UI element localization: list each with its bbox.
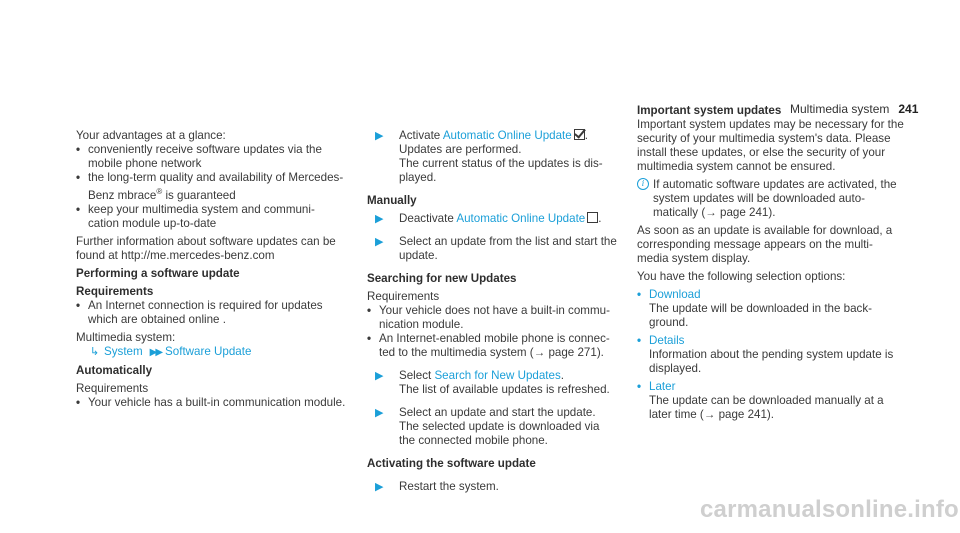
bullet-icon: •: [637, 380, 642, 393]
list-item: • the long-term quality and availability of Mercedes-Benz mbrace® is guaranteed: [76, 171, 346, 203]
column-middle: [367, 129, 617, 503]
requirements-list: [367, 304, 617, 360]
bullet-icon: [76, 203, 84, 217]
important-updates-heading: Important system updates: [637, 104, 782, 117]
bullet-icon: •: [637, 288, 642, 301]
further-info: Further information about software updates can be found at http://me.mercedes-benz.com: [76, 234, 336, 262]
download-option-link[interactable]: Download: [649, 288, 701, 301]
list-item: • conveniently receive software updates via the mobile phone network: [76, 143, 346, 171]
page-section-title: Multimedia system: [790, 102, 890, 116]
info-icon: i: [637, 178, 649, 190]
step-arrow-icon: ▶: [375, 236, 384, 248]
options-intro: You have the following selection options:: [637, 270, 846, 283]
section-heading: Performing a software update: [76, 266, 240, 280]
requirements-label: Requirements: [76, 381, 149, 395]
step-arrow-icon: ▶: [375, 130, 384, 142]
menu-path: [76, 345, 346, 360]
option-later: • Later The update can be downloaded manually at a later time (→ page 241).: [637, 380, 907, 422]
step-deactivate: ▶ Deactivate Automatic Online Update .: [375, 212, 602, 225]
option-download: • Download The update will be downloaded in the back- ground.: [637, 288, 907, 330]
double-chevron-icon: ▶▶: [149, 346, 162, 358]
checkbox-unchecked-icon: [587, 212, 598, 223]
checkbox-checked-icon: [574, 129, 585, 140]
requirements-list: [76, 299, 346, 327]
automatic-online-update-link[interactable]: Automatic Online Update: [442, 129, 572, 142]
requirements-heading: Requirements: [76, 284, 154, 298]
watermark: carmanualsonline.info: [700, 496, 959, 523]
automatically-heading: Automatically: [76, 363, 153, 377]
list-item: • keep your multimedia system and communi- cation module up-to-date: [76, 203, 346, 231]
step-arrow-icon: ▶: [375, 407, 384, 419]
step-arrow-icon: ▶: [375, 370, 384, 382]
search-for-new-updates-link[interactable]: Search for New Updates: [434, 369, 561, 382]
step-restart: ▶ Restart the system.: [375, 480, 499, 493]
bullet-icon: [367, 332, 375, 346]
bullet-icon: [76, 171, 84, 185]
info-note: i If automatic software updates are activated, the system updates will be downloaded auto- matically (→ page 241).: [637, 178, 907, 220]
registered-mark: ®: [156, 187, 163, 196]
activating-heading: Activating the software update: [367, 457, 536, 470]
bullet-icon: [367, 304, 375, 318]
later-option-link[interactable]: Later: [649, 380, 676, 393]
auto-requirements-list: [76, 396, 346, 410]
bullet-icon: [76, 143, 84, 157]
menu-link-software-update[interactable]: Software Update: [165, 344, 252, 358]
important-updates-text: Important system updates may be necessary for the security of your multimedia system's data. Please install these updates, or else the security of your multimedia system cannot be ensured.: [637, 118, 904, 173]
page-number: 241: [898, 102, 919, 116]
bullet-icon: [76, 299, 84, 313]
option-details: • Details Information about the pending system update is displayed.: [637, 334, 907, 376]
details-option-link[interactable]: Details: [649, 334, 685, 347]
advantages-intro: Your advantages at a glance:: [76, 129, 226, 142]
menu-path-hook-icon: ↳: [90, 345, 100, 358]
requirements-label: Requirements: [367, 290, 440, 303]
column-left: [76, 129, 346, 414]
step-arrow-icon: ▶: [375, 481, 384, 493]
step-start-update: ▶ Select an update and start the update. The selected update is downloaded via the connected mobile phone.: [375, 406, 600, 447]
column-right: [637, 102, 907, 422]
step-activate: ▶ Activate Automatic Online Update . Updates are performed. The current status of the updates is dis- played.: [375, 129, 603, 184]
availability-text: As soon as an update is available for download, a corresponding message appears on the multi- media system display.: [637, 224, 893, 265]
step-arrow-icon: ▶: [375, 213, 384, 225]
bullet-icon: •: [637, 334, 642, 347]
step-search: ▶ Select Search for New Updates. The list of available updates is refreshed.: [375, 369, 610, 396]
search-updates-heading: Searching for new Updates: [367, 272, 517, 285]
list-item: • Your vehicle has a built-in communication module.: [76, 396, 346, 410]
automatic-online-update-link[interactable]: Automatic Online Update: [456, 212, 586, 225]
list-item: • An Internet-enabled mobile phone is connec- ted to the multimedia system (→ page 271).: [367, 332, 617, 360]
multimedia-system-label: Multimedia system:: [76, 330, 176, 344]
advantages-list: [76, 143, 346, 231]
step-select-update: ▶ Select an update from the list and start the update.: [375, 235, 617, 262]
manually-heading: Manually: [367, 194, 417, 207]
menu-link-system[interactable]: System: [104, 344, 143, 358]
list-item: • An Internet connection is required for updates which are obtained online .: [76, 299, 346, 327]
list-item: • Your vehicle does not have a built-in commu- nication module.: [367, 304, 617, 332]
bullet-icon: [76, 396, 84, 410]
